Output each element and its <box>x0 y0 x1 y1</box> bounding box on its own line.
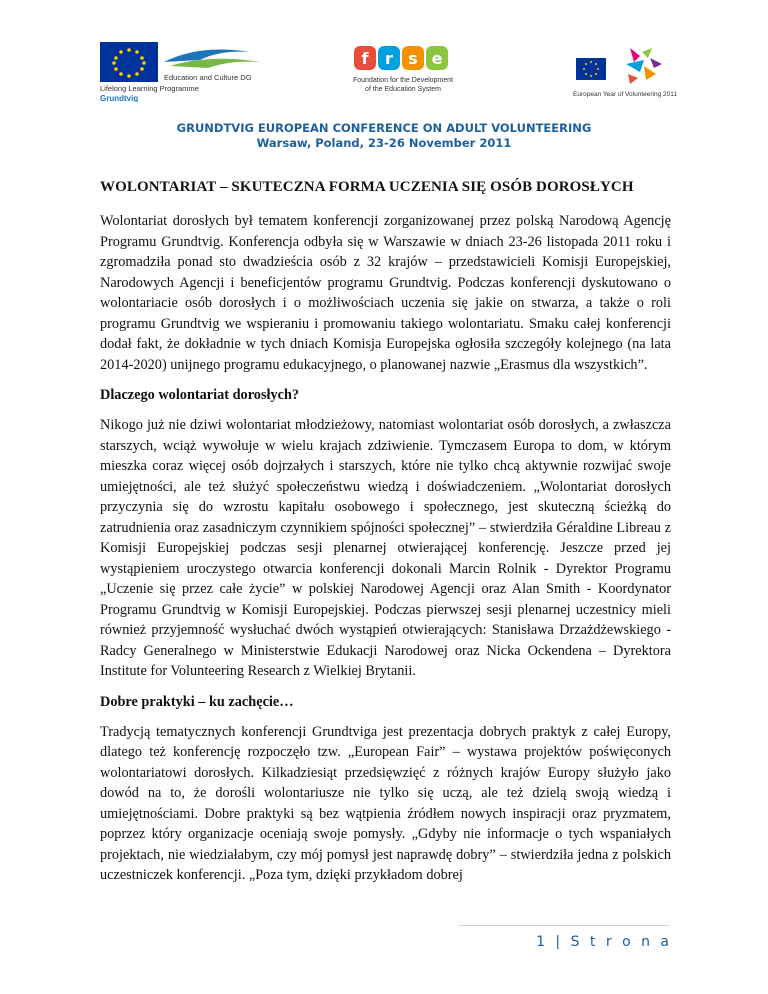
section-paragraph-good-practice: Tradycją tematycznych konferencji Grundtviga jest prezentacja dobrych praktyk z całej Europy, dlatego też konferencję rozpoczęło tzw. „European Fair” – wystawa projektów poświęconych wolontariatowi dorosłych. Kilkadziesiąt przedsięwzięć z różnych krajów Europy służyło jako dowód na to, że dorośli wolontariusze nie tylko się uczą, ale też dzielą swoją wiedzą i umiejętnościami. Dobre praktyki są bez wątpienia źródłem nowych inspiracji oraz pryzmatem, poprzez który organizacje oceniają swoje pomysły. „Gdyby nie informacje o tych wspaniałych projektach, nie wiedziałabym, czy mój pomysł jest naprawdę dobry” – stwierdziła jedna z polskich uczestniczek konferencji. „Poza tym, dzięki przykładom dobrej <box>100 723 671 883</box>
frse-logo <box>338 44 468 96</box>
svg-text:s: s <box>408 49 418 68</box>
eyv-logo <box>560 44 690 100</box>
section-heading-why: Dlaczego wolontariat dorosłych? <box>100 387 300 403</box>
dg-label: Education and Culture DG <box>164 73 252 82</box>
eu-llp-logo <box>100 42 290 102</box>
section-paragraph-why: Nikogo już nie dziwi wolontariat młodzieżowy, natomiast wolontariat osób dorosłych, a zwłaszcza starszych, wciąż wywołuje w wielu krajach zdziwienie. Tymczasem Europa to dom, w którym mieszka coraz więcej osób dojrzałych i starszych, które nie tylko chcą aktywnie rozwijać swoje umiejętności, ale też służyć społeczeństwu wiedzą i doświadczeniem. „Wolontariat dorosłych przyczynia się do wzrostu kapitału osobowego i społecznego, jest skuteczną ścieżką do zatrudnienia oraz zasadniczym czynnikiem spójności społecznej” – stwierdziła Géraldine Libreau z Komisji Europejskiej podczas sesji plenarnej otwierającej konferencję. Jeszcze przed jej wystąpieniem uroczystego otwarcia konferencji dokonali Marcin Rolnik - Dyrektor Programu „Uczenie się przez całe życie” w polskiej Narodowej Agencji oraz Alan Smith - Koordynator Programu Grundtvig w Komisji Europejskiej. Podczas pierwszej sesji plenarnej uczestnicy mieli również przyjemność wysłuchać dwóch wystąpień otwierających: Stanisława Drzażdżewskiego - Radcy Generalnego w Ministerstwie Edukacji Narodowej oraz Nicka Ockendena – Dyrektora Institute for Volunteering Research z Wielkiej Brytanii. <box>100 417 671 679</box>
conference-location: Warsaw, Poland, 23-26 November 2011 <box>256 136 512 150</box>
grundtvig-label: Grundtvig <box>100 94 139 102</box>
frse-caption-2: of the Education System <box>365 86 441 93</box>
frse-caption-1: Foundation for the Development <box>352 77 454 84</box>
section-heading-good-practice: Dobre praktyki – ku zachęcie… <box>100 693 294 710</box>
volunteer-figure-icon <box>626 48 662 84</box>
conference-header <box>0 121 768 151</box>
page-number: 1 | S t r o n a <box>536 934 672 950</box>
eyv-caption: European Year of Volunteering 2011 <box>573 91 677 98</box>
svg-text:f: f <box>361 49 369 68</box>
footer-divider <box>459 925 669 926</box>
llp-label: Lifelong Learning Programme <box>100 84 199 93</box>
document-title: WOLONTARIAT – SKUTECZNA FORMA UCZENIA SIĘ OSÓB DOROSŁYCH <box>100 179 634 195</box>
conference-title: GRUNDTVIG EUROPEAN CONFERENCE ON ADULT VOLUNTEERING <box>176 121 592 135</box>
logo-bar <box>0 0 768 110</box>
document-body <box>100 177 671 896</box>
svg-text:r: r <box>385 49 393 68</box>
svg-text:e: e <box>431 49 443 68</box>
intro-paragraph: Wolontariat dorosłych był tematem konferencji zorganizowanej przez polską Narodową Agencję Programu Grundtvig. Konferencja odbyła się w Warszawie w dniach 23-26 listopada 2011 roku i zgromadziła ponad sto dwadzieścia osób z 32 krajów – przedstawicieli Komisji Europejskiej, Narodowych Agencji i beneficjentów programu Grundtvig. Podczas konferencji dyskutowano o wolontariacie osób dorosłych i o możliwościach uczenia się jakie on stwarza, a także o roli programu Grundtvig we wspieraniu i promowaniu takiego wolontariatu. Smaku całej konferencji dodał fakt, że dokładnie w tych dniach Komisja Europejska ogłosiła szczegóły kolejnego (na lata 2014-2020) unijnego programu edukacyjnego, o planowanej nazwie „Erasmus dla wszystkich”. <box>100 213 671 373</box>
